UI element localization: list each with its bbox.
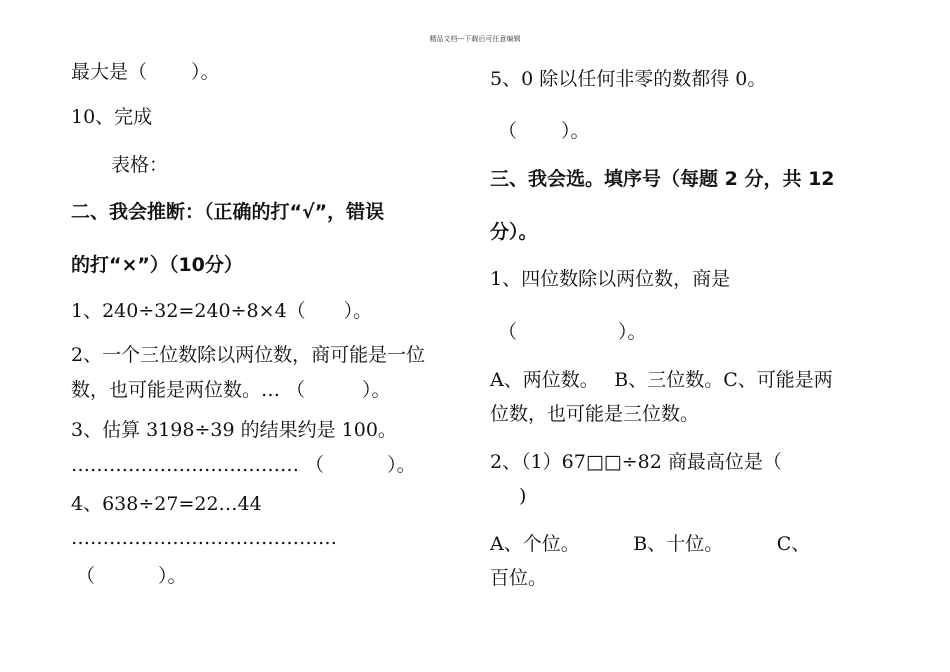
choice-options-2-cont: 百位。 [490, 567, 548, 589]
judge-item-5: 5、0 除以任何非零的数都得 0。 [490, 68, 767, 90]
choice-options-1-cont: 位数，也可能是三位数。 [490, 403, 700, 425]
judge-item-4: 4、638÷27=22…44 [71, 493, 262, 515]
judge-item-3: 3、估算 3198÷39 的结果约是 100。 [71, 419, 397, 441]
choice-item-2: 2、（1）67□□÷82 商最高位是（ [490, 451, 782, 473]
section-heading-2: 二、我会推断：（正确的打“√”，错误 [71, 201, 385, 223]
page-header: 精品文档---下载后可任意编辑 [429, 35, 521, 43]
answer-bracket: （ ）。 [498, 120, 590, 142]
answer-bracket: （ ）。 [498, 321, 647, 343]
judge-item-1: 1、240÷32=240÷8×4（ ）。 [71, 300, 373, 322]
judge-item-2-cont: 数，也可能是两位数。… （ ）。 [71, 379, 391, 401]
section-heading-3: 三、我会选。填序号（每题 2 分，共 12 [490, 168, 835, 190]
text-line: 表格： [111, 154, 169, 176]
section-heading-3-cont: 分）。 [490, 221, 538, 243]
answer-bracket-close: ) [519, 485, 527, 507]
dots-line: …………………………………… [71, 527, 337, 549]
choice-options-1: A、两位数。 B、三位数。C、可能是两 [490, 369, 833, 391]
choice-item-1: 1、四位数除以两位数，商是 [490, 268, 731, 290]
section-heading-2-cont: 的打“×”）（10分） [71, 254, 243, 276]
question-10: 10、完成 [71, 106, 153, 128]
answer-bracket: （ ）。 [76, 565, 187, 587]
choice-options-2: A、个位。 B、十位。 C、 [490, 533, 811, 555]
judge-item-3-cont: ……………………………… （ ）。 [71, 454, 416, 476]
text-line: 最大是（ ）。 [71, 61, 220, 83]
judge-item-2: 2、一个三位数除以两位数，商可能是一位 [71, 344, 426, 366]
